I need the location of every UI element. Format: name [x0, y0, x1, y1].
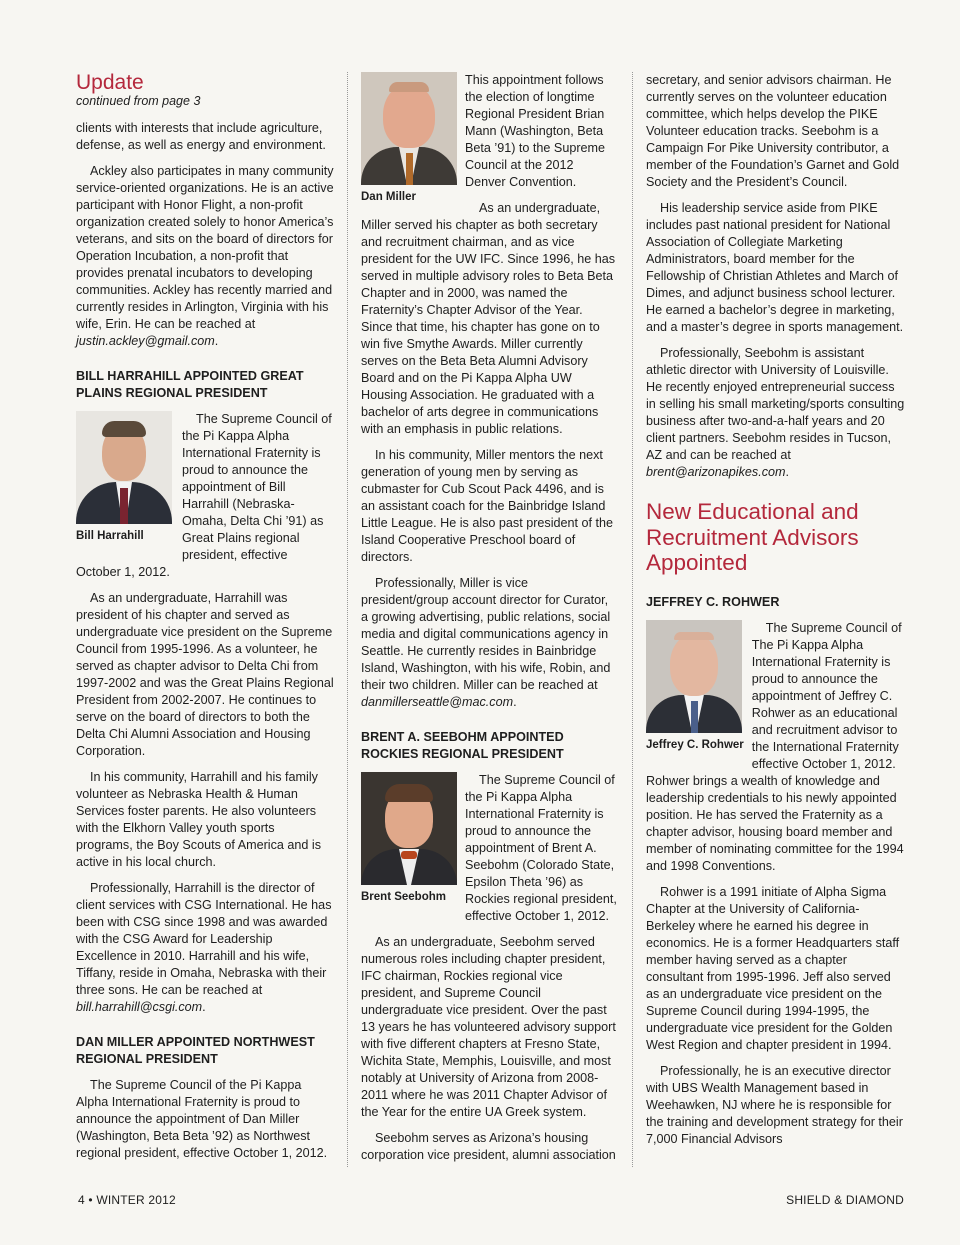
paragraph: Ackley also participates in many community service-oriented organizations. He is an active participant with Honor Flight, a non-profit organization created solely to honor America’s veterans, and sits on the board of directors for Operation Incubation, a non-profit that provides prenatal incubators to developing communities. Ackley has recently married and currently resides in Arlington, Virginia with his wife, Erin. He can be reached at justin.ackley@gmail.com.: [76, 164, 334, 348]
rohwer-photo: [646, 620, 744, 754]
paragraph: As an undergraduate, Harrahill was president of his chapter and served as undergraduate vice president on the Supreme Council from 1995-1996. As a volunteer, he served as chapter advisor to Delta Chi from 1997-2002 and was the Great Plains Regional President from 2002-2007. He continues to serve on the board of directors to both the Delta Chi Alumni Association and Housing Corporation.: [76, 591, 334, 758]
article-heading: JEFFREY C. ROHWER: [646, 594, 780, 609]
email-link[interactable]: justin.ackley@gmail.com: [76, 334, 215, 348]
section-title: Update: [76, 71, 144, 94]
seebohm-photo: [361, 772, 457, 906]
paragraph: Professionally, he is an executive director with UBS Wealth Management based in Weehawken, NJ where he is responsible for the training and development strategy for their 7,000 Financial Advisors: [646, 1063, 903, 1146]
paragraph: clients with interests that include agriculture, defense, as well as energy and environment.: [76, 121, 326, 152]
paragraph: In his community, Harrahill and his family volunteer as Nebraska Health & Human Services foster parents. He also volunteers with the Elkhorn Valley youth sports programs, the Boy Scouts of America and is active in his local church.: [76, 770, 321, 869]
email-link[interactable]: danmillerseattle@mac.com: [361, 695, 514, 709]
column-3: [646, 72, 906, 1157]
paragraph: As an undergraduate, Seebohm served numerous roles including chapter president, IFC chairman, Rockies regional vice president, and Supreme Council undergraduate vice president. Over the past 13 years he has volunteered advisory support with five different chapters at Fresno State, Wichita State, Memphis, Louisville, and most notably at University of Arizona from 2008-2011 where he was 2011 Chapter Advisor of the Year for the entire UA Greek system.: [361, 935, 616, 1119]
section-title: New Educational and Recruitment Advisors Appointed: [646, 499, 859, 575]
portrait-image: [361, 72, 457, 185]
footer-page-label: 4 • WINTER 2012: [78, 1193, 176, 1207]
photo-caption: Brent Seebohm: [361, 891, 446, 903]
harrahill-photo: [76, 411, 172, 545]
column-1: [76, 72, 334, 1171]
email-link[interactable]: brent@arizonapikes.com: [646, 465, 786, 479]
article-heading: BRENT A. SEEBOHM APPOINTED ROCKIES REGIONAL PRESIDENT: [361, 730, 564, 761]
portrait-image: [361, 772, 457, 885]
paragraph: Professionally, Harrahill is the director of client services with CSG International. He has been with CSG since 1998 and was awarded with the CSG Award for Leadership Excellence in 2010. Harrahill and his wife, Tiffany, reside in Omaha, Nebraska with their three sons. He can be reached at bill.harrahill@csgi.com.: [76, 881, 332, 1014]
paragraph: Professionally, Miller is vice president/group account director for Curator, a growing advertising, public relations, social media and digital communications agency in Seattle. He currently resides in Bainbridge Island, Washington, with his wife, Robin, and their two children. Miller can be reached at danmillerseattle@mac.com.: [361, 576, 611, 709]
paragraph: The Supreme Council of The Pi Kappa Alpha International Fraternity is proud to announce the appointment of Jeffrey C. Rohwer as an educational and recruitment advisor to the International Fraternity effective October 1, 2012. Rohwer brings a wealth of knowledge and leadership credentials to his newly appointed position. He has served the Fraternity as a chapter advisor, housing board member and member of nominating committee for the 1994 and 1998 Conventions.: [646, 620, 904, 873]
paragraph: The Supreme Council of the Pi Kappa Alpha International Fraternity is proud to announce the appointment of Bill Harrahill (Nebraska-Omaha, Delta Chi ’91) as Great Plains regional president, effective October 1, 2012.: [76, 412, 332, 579]
email-link[interactable]: bill.harrahill@csgi.com: [76, 1000, 203, 1014]
miller-photo: [361, 72, 457, 206]
column-divider: [632, 72, 633, 1167]
photo-caption: Jeffrey C. Rohwer: [646, 738, 744, 751]
column-divider: [347, 72, 348, 1167]
column-2: [361, 72, 617, 1173]
article-heading: DAN MILLER APPOINTED NORTHWEST REGIONAL PRESIDENT: [76, 1035, 315, 1066]
paragraph: Seebohm serves as Arizona’s housing corporation vice president, alumni association: [361, 1131, 616, 1162]
paragraph: Professionally, Seebohm is assistant athletic director with University of Louisville. He recently enjoyed entrepreneurial success in selling his small marketing/sports consulting business after two-and-a-half years and 20 client partners. Seebohm resides in Tucson, AZ and can be reached at brent@arizonapikes.com.: [646, 346, 905, 479]
paragraph: secretary, and senior advisors chairman. He currently serves on the volunteer education committee, which helps develop the PIKE Volunteer education tracks. Seebohm is a Campaign For Pike University contributor, a member of the Foundation’s Garnet and Gold Society and the President’s Council.: [646, 73, 900, 189]
paragraph: In his community, Miller mentors the next generation of young men by serving as cubmaster for Cub Scout Pack 4496, and is an assistant coach for the Bainbridge Island Little League. He is also past president of the Island Cooperative Preschool board of directors.: [361, 448, 614, 564]
paragraph: The Supreme Council of the Pi Kappa Alpha International Fraternity is proud to announce the appointment of Dan Miller (Washington, Beta Beta ’92) as Northwest regional president, effective October 1, 2012.: [76, 1078, 328, 1160]
paragraph: As an undergraduate, Miller served his chapter as both secretary and recruitment chairman, and as vice president for the UW IFC. Since 1996, he has served in multiple advisory roles to Beta Beta Chapter and in 2000, was named the Fraternity’s Chapter Advisor of the Year. Since that time, his chapter has gone on to win five Smythe Awards. Miller currently serves on the Beta Beta Alumni Advisory Board and on the Pi Kappa Alpha UW Housing Association. He graduated with a bachelor of arts degree in communications with an emphasis in public relations.: [361, 201, 616, 436]
portrait-image: [646, 620, 742, 733]
footer-publication: SHIELD & DIAMOND: [786, 1193, 904, 1207]
section-subtitle: continued from page 3: [76, 94, 201, 108]
paragraph: His leadership service aside from PIKE includes past national president for National Association of Collegiate Marketing Administrators, board member for the Fellowship of Christian Athletes and March of Dimes, and adjunct business school lecturer. He earned a bachelor’s degree in marketing, and a master’s degree in sports management.: [646, 201, 904, 334]
photo-caption: Dan Miller: [361, 191, 416, 203]
paragraph: This appointment follows the election of longtime Regional President Brian Mann (Washington, Beta Beta ’91) to the Supreme Council at the 2012 Denver Convention.: [465, 73, 606, 189]
photo-caption: Bill Harrahill: [76, 530, 144, 542]
portrait-image: [76, 411, 172, 524]
paragraph: The Supreme Council of the Pi Kappa Alpha International Fraternity is proud to announce the appointment of Brent A. Seebohm (Colorado State, Epsilon Theta ’96) as Rockies regional president, effective October 1, 2012.: [465, 773, 617, 923]
paragraph: Rohwer is a 1991 initiate of Alpha Sigma Chapter at the University of California-Berkeley where he earned his degree in economics. He is a former Headquarters staff member having served as a chapter consultant from 1995-1996. Jeff also served as an undergraduate vice president on the Supreme Council during 1994-1995, the undergraduate vice president for the Golden West Region and chapter president in 1994.: [646, 884, 900, 1052]
article-heading: BILL HARRAHILL APPOINTED GREAT PLAINS REGIONAL PRESIDENT: [76, 369, 304, 400]
